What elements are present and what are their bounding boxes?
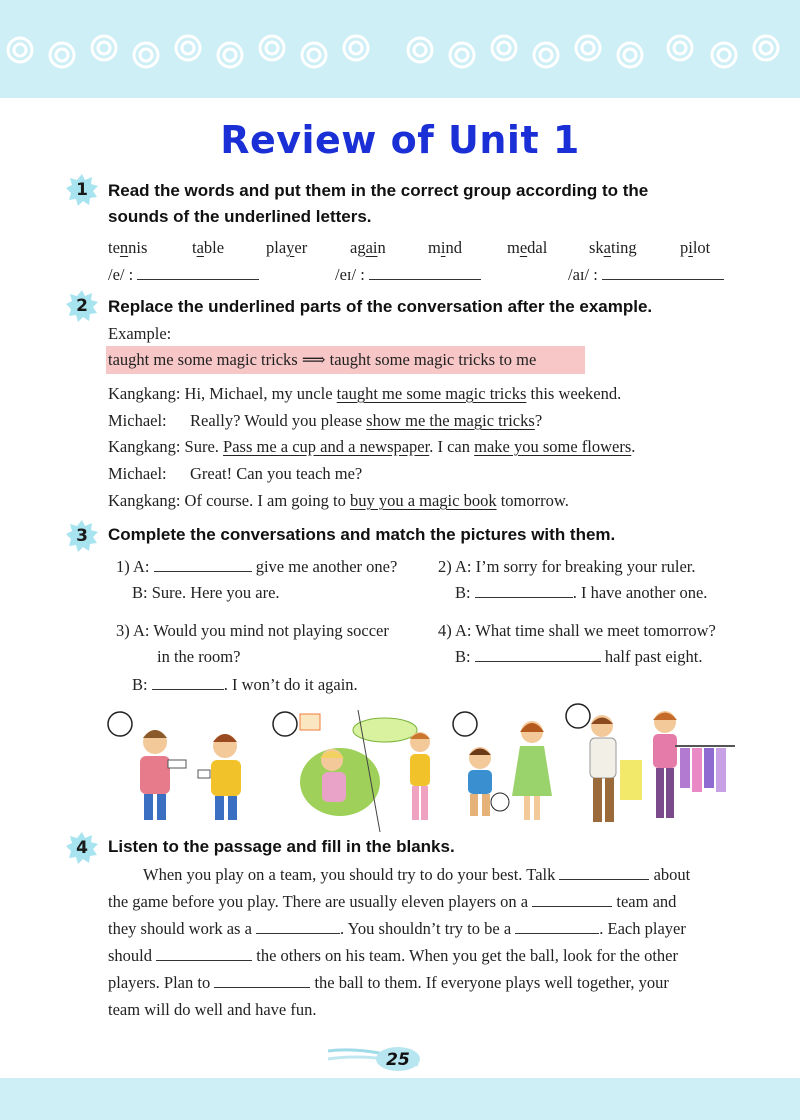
word-item: mind [428, 238, 462, 257]
section-1-instruction: Read the words and put them in the correct group according to the sounds of the underlined letters. [108, 181, 649, 226]
group-ei: /eɪ/ : [335, 264, 481, 286]
conv-3-b: B: . I won’t do it again. [132, 675, 358, 694]
word-item: pilot [680, 238, 711, 257]
circle-border-decoration [0, 0, 800, 98]
conv-1-a: 1) A: give me another one? [116, 557, 398, 576]
conversation-line-1: Kangkang: Hi, Michael, my uncle taught me some magic tricks this weekend. [108, 384, 622, 403]
passage-blank-1[interactable] [559, 864, 649, 880]
conversation-line-3: Kangkang: Sure. Pass me a cup and a newspaper. I can make you some flowers. [108, 437, 636, 456]
group-ai: /aɪ/ : [568, 264, 724, 286]
conv-2-a: 2) A: I’m sorry for breaking your ruler. [438, 557, 696, 576]
section-4-badge: 4 [66, 832, 98, 864]
group-ai-blank[interactable] [602, 264, 724, 280]
page-title: Review of Unit 1 [220, 118, 580, 162]
conv-2-b: B: . I have another one. [455, 583, 708, 602]
page-number: 25 [386, 1050, 410, 1070]
section-3-instruction: Complete the conversations and match the pictures with them. [108, 525, 616, 544]
answer-circle-2[interactable] [273, 712, 297, 736]
conversation-line-2: Michael: Really? Would you please show me the magic tricks? [108, 411, 543, 430]
group-ei-blank[interactable] [369, 264, 481, 280]
passage-blank-4[interactable] [515, 918, 599, 934]
answer-circle-1[interactable] [108, 712, 132, 736]
section-2-instruction: Replace the underlined parts of the conversation after the example. [108, 297, 653, 316]
example-text: taught me some magic tricks ⟹ taught some magic tricks to me [108, 350, 537, 369]
picture-strip [100, 702, 740, 832]
group-e: /e/ : [108, 264, 259, 286]
passage-blank-3[interactable] [256, 918, 340, 934]
word-item: skating [589, 238, 637, 257]
picture-4 [566, 704, 735, 822]
passage-line-2: the game before you play. There are usually eleven players on a team and [108, 892, 677, 911]
picture-3 [453, 712, 552, 820]
passage-blank-2[interactable] [532, 891, 612, 907]
passage-line-6: team will do well and have fun. [108, 1000, 317, 1019]
answer-circle-4[interactable] [566, 704, 590, 728]
passage-line-5: players. Plan to the ball to them. If everyone plays well together, your [108, 973, 669, 992]
conv-3-blank[interactable] [152, 674, 224, 690]
example-label: Example: [108, 324, 172, 343]
picture-1 [108, 712, 241, 820]
word-item: tennis [108, 238, 148, 257]
conv-4-a: 4) A: What time shall we meet tomorrow? [438, 621, 716, 640]
section-1-badge: 1 [66, 174, 98, 206]
picture-2 [273, 710, 430, 832]
word-item: again [350, 238, 386, 257]
conv-2-blank[interactable] [475, 582, 573, 598]
conv-3-a: 3) A: Would you mind not playing soccer [116, 621, 389, 640]
page-number-decoration [108, 1045, 428, 1075]
section-2-badge: 2 [66, 290, 98, 322]
section-3-badge: 3 [66, 520, 98, 552]
passage-line-3: they should work as a . You shouldn’t try to be a . Each player [108, 919, 686, 938]
conv-4-b: B: half past eight. [455, 647, 703, 666]
conversation-line-5: Kangkang: Of course. I am going to buy you a magic book tomorrow. [108, 491, 569, 510]
group-e-blank[interactable] [137, 264, 259, 280]
footer-band [0, 1078, 800, 1120]
header-band [0, 0, 800, 98]
passage-line-1: When you play on a team, you should try to do your best. Talk about [143, 865, 691, 884]
word-item: player [266, 238, 308, 257]
conv-4-blank[interactable] [475, 646, 601, 662]
conv-1-blank[interactable] [154, 556, 252, 572]
conversation-line-4: Michael: Great! Can you teach me? [108, 464, 363, 483]
word-item: medal [507, 238, 548, 257]
conv-3-a2: in the room? [157, 647, 241, 666]
section-4-instruction: Listen to the passage and fill in the blanks. [108, 837, 455, 856]
passage-blank-5[interactable] [156, 945, 252, 961]
conv-1-b: B: Sure. Here you are. [132, 583, 280, 602]
answer-circle-3[interactable] [453, 712, 477, 736]
passage-line-4: should the others on his team. When you get the ball, look for the other [108, 946, 678, 965]
word-item: table [192, 238, 225, 257]
passage-blank-6[interactable] [214, 972, 310, 988]
